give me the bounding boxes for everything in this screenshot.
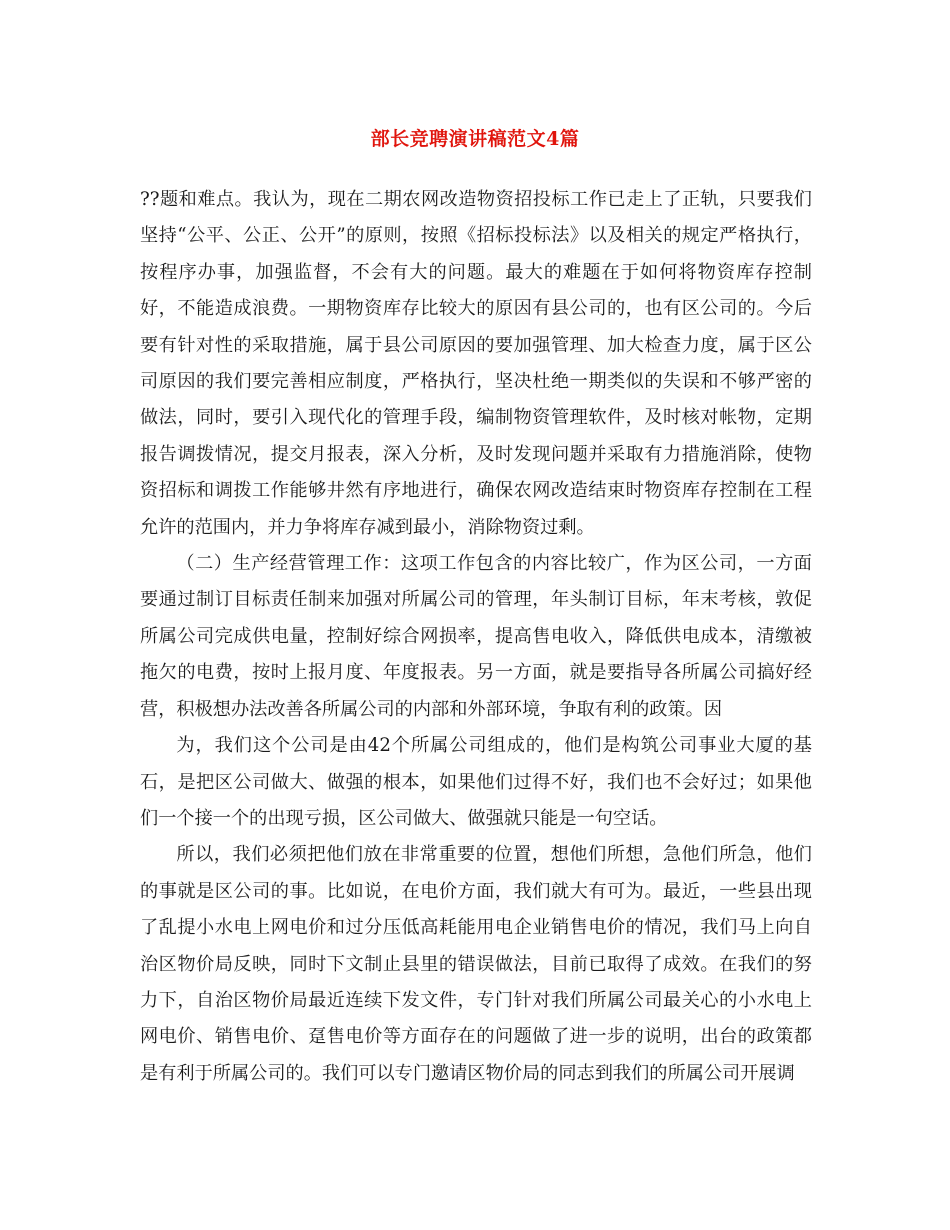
document-body (140, 182, 812, 1092)
paragraph-2: （二）生产经营管理工作：这项工作包含的内容比较广，作为区公司，一方面要通过制订目标责任制来加强对所属公司的管理，年头制订目标，年末考核，敦促所属公司完成供电量，控制好综合网损率，提高售电收入，降低供电成本，清缴被拖欠的电费，按时上报月度、年度报表。另一方面，就是要指导各所属公司搞好经营，积极想办法改善各所属公司的内部和外部环境，争取有利的政策。因 (140, 553, 812, 720)
document-title: 部长竞聘演讲稿范文4篇 (370, 128, 580, 150)
paragraph-3: 为，我们这个公司是由42个所属公司组成的，他们是构筑公司事业大厦的基石，是把区公司做大、做强的根本，如果他们过得不好，我们也不会好过；如果他们一个接一个的出现亏损，区公司做大、做强就只能是一句空话。 (140, 735, 812, 829)
paragraph-4: 所以，我们必须把他们放在非常重要的位置，想他们所想，急他们所急，他们的事就是区公司的事。比如说，在电价方面，我们就大有可为。最近，一些县出现了乱提小水电上网电价和过分压低高耗能用电企业销售电价的情况，我们马上向自治区物价局反映，同时下文制止县里的错误做法，目前已取得了成效。在我们的努力下，自治区物价局最近连续下发文件，专门针对我们所属公司最关心的小水电上网电价、销售电价、趸售电价等方面存在的问题做了进一步的说明，出台的政策都是有利于所属公司的。我们可以专门邀请区物价局的同志到我们的所属公司开展调 (140, 844, 812, 1084)
paragraph-1: ??题和难点。我认为，现在二期农网改造物资招投标工作已走上了正轨，只要我们坚持“公平、公正、公开”的原则，按照《招标投标法》以及相关的规定严格执行，按程序办事，加强监督，不会有大的问题。最大的难题在于如何将物资库存控制好，不能造成浪费。一期物资库存比较大的原因有县公司的，也有区公司的。今后要有针对性的采取措施，属于县公司原因的要加强管理、加大检查力度，属于区公司原因的我们要完善相应制度，严格执行，坚决杜绝一期类似的失误和不够严密的做法，同时，要引入现代化的管理手段，编制物资管理软件，及时核对帐物，定期报告调拨情况，提交月报表，深入分析，及时发现问题并采取有力措施消除，使物资招标和调拨工作能够井然有序地进行，确保农网改造结束时物资库存控制在工程允许的范围内，并力争将库存减到最小，消除物资过剩。 (140, 189, 812, 538)
